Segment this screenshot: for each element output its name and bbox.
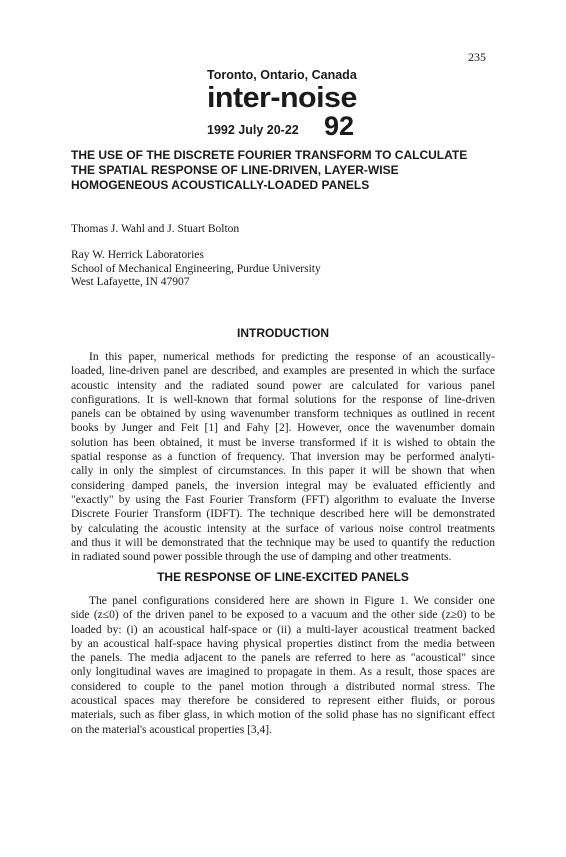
title-line: THE USE OF THE DISCRETE FOURIER TRANSFORM TO CALCULATE: [71, 148, 468, 162]
paragraph-line: cally in only the simplest of circumstances. In this paper it will be shown that when: [71, 465, 495, 478]
paragraph-line: books by Junger and Feit [1] and Fahy [2]. However, once the wavenumber domain: [71, 422, 495, 435]
authors: Thomas J. Wahl and J. Stuart Bolton: [71, 223, 240, 235]
paragraph-line: side (z≤0) of the driven panel to be exposed to a vacuum and the other side (z≥0) to be: [71, 609, 495, 622]
section-heading-response: THE RESPONSE OF LINE-EXCITED PANELS: [157, 570, 409, 584]
response-paragraph: [71, 594, 495, 737]
conference-logo: inter-noise: [207, 82, 357, 114]
affiliation-line: West Lafayette, IN 47907: [71, 276, 190, 288]
paragraph-line: in radiated sound power possible through the use of damping and other treatments.: [71, 551, 452, 564]
paper-title: [71, 148, 491, 193]
paragraph-line: configurations. It is well-known that formal solutions for the response of line-driven: [71, 393, 495, 406]
paragraph-line: In this paper, numerical methods for predicting the response of an acoustically-: [89, 351, 495, 363]
paragraph-line: acoustical spaces may therefore be considered to represent either fluids, or porous: [71, 695, 495, 708]
paragraph-line: The panel configurations considered here are shown in Figure 1. We consider one: [89, 595, 495, 607]
paragraph-line: on the material's acoustical properties [3,4].: [71, 723, 273, 736]
affiliation-line: School of Mechanical Engineering, Purdue University: [71, 262, 321, 275]
conference-year-mark: 92: [324, 111, 355, 141]
paragraph-line: acoustic intensity and the radiated sound power are calculated for various panel: [71, 379, 495, 392]
conference-location: Toronto, Ontario, Canada: [207, 68, 357, 82]
section-heading-introduction: INTRODUCTION: [237, 326, 329, 340]
paragraph-line: panels can be obtained by using wavenumber transform techniques as outlined in recent: [71, 408, 495, 421]
paragraph-line: considered to couple to the panel motion through a distributed normal stress. The: [71, 680, 495, 693]
paragraph-line: solution has been obtained, it must be inverse transformed if it is wished to obtain the: [71, 436, 495, 449]
introduction-paragraph: [71, 350, 495, 564]
paragraph-line: spatial response as a function of frequency. That inversion may be performed analyti-: [71, 451, 495, 464]
affiliation-line: Ray W. Herrick Laboratories: [71, 249, 204, 261]
title-line: HOMOGENEOUS ACOUSTICALLY-LOADED PANELS: [71, 178, 370, 192]
page-number: 235: [468, 50, 486, 64]
paragraph-line: loaded by: (i) an acoustical half-space or (ii) a multi-layer acoustical treatment backed: [71, 623, 495, 636]
paragraph-line: Discrete Fourier Transform (IDFT). The technique described here will be demonstrated: [71, 508, 495, 521]
paragraph-line: loaded, line-driven panel are described, and examples are presented in which the surface: [71, 365, 495, 378]
title-line: THE SPATIAL RESPONSE OF LINE-DRIVEN, LAYER-WISE: [71, 163, 399, 177]
paragraph-line: and thus it will be demonstrated that the technique may be used to quantify the reduction: [71, 536, 495, 549]
paragraph-line: considering damped panels, the inversion integral may be evaluated efficiently and: [71, 479, 495, 492]
paragraph-line: by calculating the acoustic intensity at the surface of various noise control treatments: [71, 522, 495, 535]
paragraph-line: the panels. The media adjacent to the panels are referred to here as "acoustical" since: [71, 652, 495, 665]
affiliation: [71, 249, 321, 290]
paragraph-line: "exactly" by using the Fast Fourier Transform (FFT) algorithm to evaluate the Inverse: [71, 493, 495, 506]
paragraph-line: by an acoustical half-space having physical properties distinct from the media between: [71, 637, 495, 650]
paragraph-line: only longitudinal waves are imagined to propagate in them. As a result, those spaces are: [71, 666, 495, 679]
conference-dates: 1992 July 20-22: [207, 123, 299, 137]
paragraph-line: materials, such as fiber glass, in which motion of the solid phase has no significant effect: [71, 709, 495, 722]
